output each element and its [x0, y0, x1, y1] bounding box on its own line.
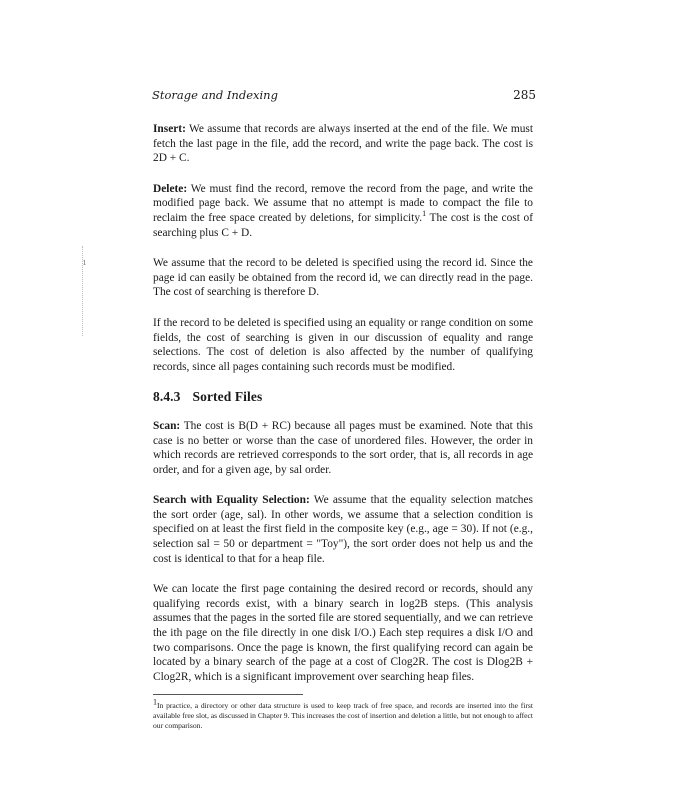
footnote: [153, 697, 533, 731]
paragraph-binary-search: We can locate the first page containing the desired record or records, should any qualifying records exist, with a binary search in log2B steps. (This analysis assumes that the pages in the sorted file are stored sequentially, and we can retrieve the ith page on the file directly in one disk I/O.) Each step requires a disk I/O and two comparisons. Once the page is known, the first qualifying record can again be located by a binary search of the page at a cost of Clog2R. The cost is Dlog2B + Clog2R, which is a significant improvement over searching heap files.: [153, 583, 533, 683]
paragraph-delete: [153, 182, 533, 240]
scan-label: Scan:: [153, 419, 181, 432]
footnote-marker: 1: [153, 697, 157, 707]
delete-label: Delete:: [153, 182, 188, 195]
section-title: Sorted Files: [192, 389, 263, 405]
running-title: Storage and Indexing: [152, 88, 278, 102]
footnote-divider: [153, 694, 303, 695]
margin-tick-mark: ı: [83, 258, 86, 268]
insert-text: We assume that records are always inserted at the end of the file. We must fetch the last page in the file, add the record, and write the page back. The cost is 2D + C.: [153, 123, 533, 165]
section-number: 8.4.3: [153, 389, 181, 405]
delete-text: We must find the record, remove the record from the page, and write the modified page back. We assume that no attempt is made to compact the file to reclaim the free space created by deletions, for simplicity.: [153, 182, 533, 224]
paragraph-search-equality: [153, 493, 533, 566]
paragraph-insert: [153, 122, 533, 166]
section-heading: [153, 390, 533, 405]
search-equality-label: Search with Equality Selection:: [153, 494, 310, 507]
scan-text: The cost is B(D + RC) because all pages must be examined. Note that this case is no better or worse than the case of unordered files. However, the order in which records are retrieved corresponds to the sort order, that is, all records in age order, and for a given age, by sal order.: [153, 419, 533, 476]
footnote-reference: 1: [422, 209, 427, 219]
footnote-text: In practice, a directory or other data structure is used to keep track of free space, and records are inserted into the first available free slot, as discussed in Chapter 9. This increases the cost of insertion and deletion a little, but not enough to affect our comparison.: [153, 701, 533, 731]
paragraph-scan: [153, 419, 533, 477]
search-equality-text: We assume that the equality selection matches the sort order (age, sal). In other words, we assume that a selection condition is specified on at least the first field in the composite key (e.g., age = 30). If not (e.g., selection sal = 50 or department = "Toy"), the sort order does not help us and the cost is identical to that for a heap file.: [153, 494, 533, 565]
paragraph-record-id: We assume that the record to be deleted is specified using the record id. Since the page id can easily be obtained from the record id, we can directly read in the page. The cost of searching is therefore D.: [153, 257, 533, 299]
page-number: 285: [513, 88, 536, 102]
paragraph-equality-range: If the record to be deleted is specified using an equality or range condition on some fields, the cost of searching is given in our discussion of equality and range selections. The cost of deletion is also affected by the number of qualifying records, since all pages containing such records must be modified.: [153, 316, 533, 373]
delete-text-cost: The cost is the cost of searching plus C + D.: [153, 211, 534, 239]
insert-label: Insert:: [153, 123, 186, 135]
page-body: [153, 122, 533, 731]
